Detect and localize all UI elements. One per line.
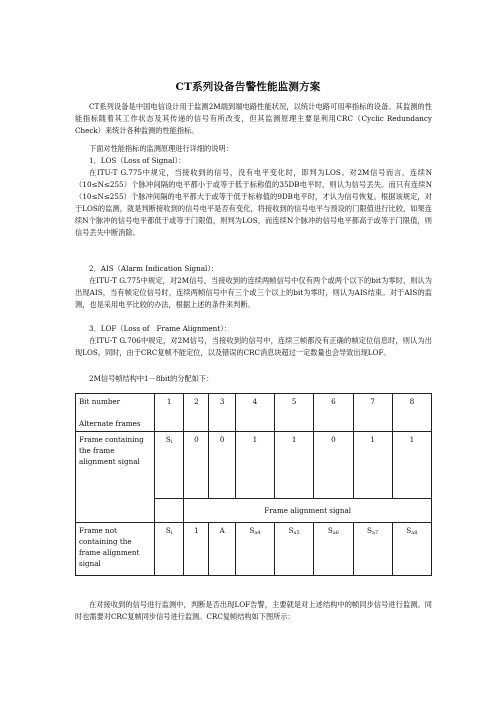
bit-cell: 6 <box>314 394 353 432</box>
empty-cell <box>155 499 184 523</box>
section-2-body: 在ITU-T G.775中规定，对2M信号，当接收到的连续两帧信号中仅有两个或两个以下的bit为零时，则认为出现AIS，当有帧定位信号时，连续两帧信号中有三个或三个以上的bit为零时，则认为AIS结束。对于AIS的监测，也是采用电平比较的办法，根据上述的条件来判断。 <box>75 276 432 309</box>
nfas-row-label: Frame not containing the frame alignment signal <box>76 523 155 576</box>
closing-paragraph: 在对接收到的信号进行监测中，判断是否出现LOF告警，主要就是对上述结构中的帧同步信号进行监测。同时也需要对CRC复帧同步信号进行监测。CRC复帧结构如下图所示： <box>75 600 432 621</box>
bit-cell: 3 <box>209 394 235 432</box>
fas-bit-cell: 1 <box>235 432 274 499</box>
sa-symbol: S <box>327 526 333 535</box>
fas-bit-cell: 0 <box>184 432 209 499</box>
alarm-bit-cell: A <box>209 523 235 576</box>
fas-bit-cell: 1 <box>275 432 314 499</box>
nfas-row <box>76 523 432 576</box>
fas-row <box>76 432 432 499</box>
sa-subscript: a8 <box>411 530 418 536</box>
si-cell <box>155 523 184 576</box>
sa-symbol: S <box>367 526 372 535</box>
sa-subscript: a7 <box>371 530 379 536</box>
si-cell <box>155 432 184 499</box>
sa-cell <box>353 523 392 576</box>
section-3-body: 在ITU-T G.706中规定，对2M信号，当接收到的信号中，连续三帧都没有正确的帧定位信息时，则认为出现LOS。同时，由于CRC复帧不能定位，以及错误的CRC消息块超过一定数量也会导致出现LOF。 <box>75 336 432 357</box>
sa-symbol: S <box>288 526 294 535</box>
section-1-heading: 1．LOS（Loss of Signal）： <box>89 156 186 165</box>
sa-symbol: S <box>249 526 255 535</box>
si-symbol: S <box>165 435 171 444</box>
bit-cell: 4 <box>235 394 274 432</box>
section-2-heading: 2．AIS（Alarm Indication Signal）： <box>89 264 219 273</box>
sa-subscript: a5 <box>293 530 300 536</box>
si-symbol: S <box>165 526 171 535</box>
document-title: CT系列设备告警性能监测方案 <box>175 81 321 93</box>
alternate-frames-label: Alternate frames <box>79 419 141 428</box>
bit-number-label: Bit number <box>79 397 121 406</box>
bit-cell: 7 <box>353 394 392 432</box>
bit-cell: 8 <box>392 394 431 432</box>
sa-cell <box>392 523 431 576</box>
frame-alignment-signal-label: Frame alignment signal <box>184 499 432 523</box>
sa-symbol: S <box>406 526 412 535</box>
intro-note: 下面对性能指标的监测原理进行详细的说明： <box>89 144 233 153</box>
fas-row-label: Frame containing the frame alignment signal <box>76 432 155 523</box>
header-cell <box>76 394 155 432</box>
sa-cell <box>314 523 353 576</box>
intro-paragraph: CT系列设备是中国电信设计用于监测2M端到端电路性能状况，以统计电路可用率指标的设备。其监测的性能指标随着其工作状态及其传递的信号有所改变，但其监测原理主要是利用CRC（Cyclic Redundancy Check）来统计各种监测的性能指标。 <box>75 102 432 135</box>
frame-alignment-table <box>75 393 432 576</box>
fas-bit-cell: 1 <box>392 432 431 499</box>
table-header-row <box>76 394 432 432</box>
sa-subscript: a4 <box>254 530 261 536</box>
fas-bit-cell: 0 <box>209 432 235 499</box>
section-3-heading: 3．LOF（Loss of Frame Alignment）： <box>89 324 231 333</box>
fas-bit-cell: 1 <box>353 432 392 499</box>
bit-cell: 5 <box>275 394 314 432</box>
section-1-body: 在ITU-T G.775中规定，当接收到的信号，没有电平变化时，即判为LOS。对2M信号而言，连续N（10≤N≤255）个脉冲间隔的电平都小于或等于低于标称值的35DB电平时，则认为信号丢失。而只有连续N（10≤N≤255）个脉冲间隔的电平都大于或等于低于标称值的9DB电平时，才认为信号恢复。根据该规定，对于LOS的监测，就是判断接收到的信号电平是否有变化，将接收到的信号电平与预设的门限值进行比较，如果连续N个脉冲的信号电平都低于或等于门限值，则判为LOS，而连续N个脉冲的信号电平都高于或等于门限值，则信号丢失中断消除。 <box>75 168 432 237</box>
nfas-bit-cell: 1 <box>184 523 209 576</box>
sa-subscript: a6 <box>332 530 339 536</box>
si-subscript: i <box>170 530 173 536</box>
bit-cell: 1 <box>155 394 184 432</box>
table-caption: 2M信号帧结构中1－8bit的分配如下： <box>89 374 214 383</box>
si-subscript: i <box>170 439 173 445</box>
sa-cell <box>235 523 274 576</box>
fas-bit-cell: 0 <box>314 432 353 499</box>
bit-cell: 2 <box>184 394 209 432</box>
sa-cell <box>275 523 314 576</box>
